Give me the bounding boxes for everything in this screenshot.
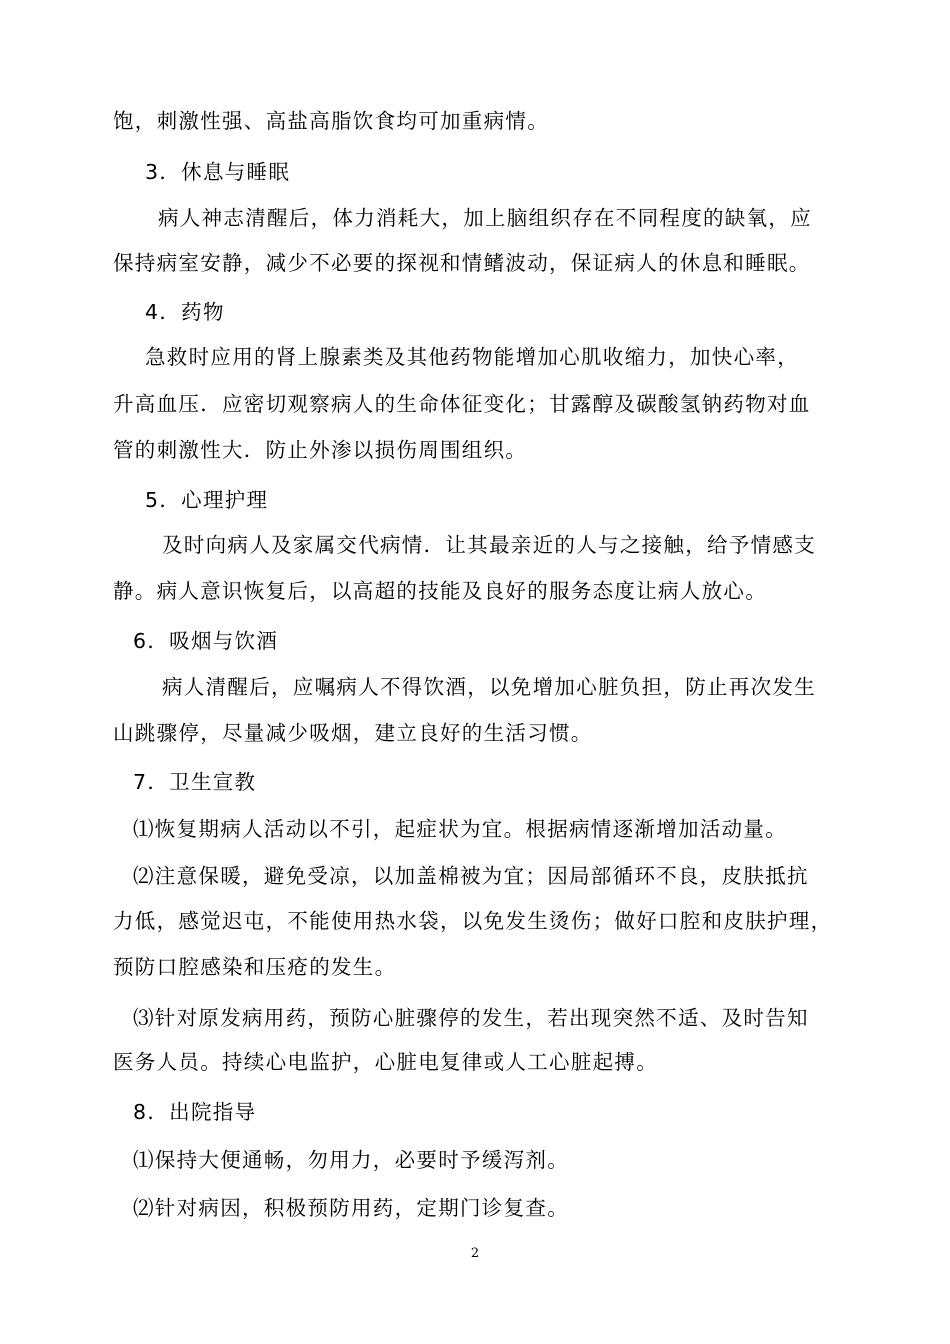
section-heading: 7．卫生宣教 xyxy=(133,770,257,794)
paragraph-line: 静。病人意识恢复后，以高超的技能及良好的服务态度让病人放心。 xyxy=(113,579,767,603)
paragraph-line: 病人神志清醒后，体力消耗大，加上脑组织存在不同程度的缺氧，应 xyxy=(158,206,812,230)
paragraph-line: 急救时应用的肾上腺素类及其他药物能增加心肌收缩力，加快心率， xyxy=(145,345,799,369)
paragraph-line: 山跳骤停，尽量减少吸烟，建立良好的生活习惯。 xyxy=(113,721,593,745)
paragraph-line: 力低，感觉迟屯，不能使用热水袋，以免发生烫伤；做好口腔和皮肤护理， xyxy=(113,909,833,933)
list-item: ⑴恢复期病人活动以不引，起症状为宜。根据病情逐渐增加活动量。 xyxy=(133,817,787,841)
section-heading: 5．心理护理 xyxy=(145,488,269,512)
paragraph-line: 饱，刺激性强、高盐高脂饮食均可加重病情。 xyxy=(113,109,549,133)
list-item: ⑶针对原发病用药，预防心脏骤停的发生，若出现突然不适、及时告知 xyxy=(133,1006,809,1030)
paragraph-line: 医务人员。持续心电监护，心脏电复律或人工心脏起搏。 xyxy=(113,1050,658,1074)
paragraph-line: 升高血压．应密切观察病人的生命体征变化；甘露醇及碳酸氢钠药物对血 xyxy=(113,392,811,416)
list-item: ⑴保持大便通畅，勿用力，必要时予缓泻剂。 xyxy=(133,1148,569,1172)
list-item: ⑵针对病因，积极预防用药，定期门诊复查。 xyxy=(133,1196,569,1220)
paragraph-line: 管的刺激性大．防止外渗以损伤周围组织。 xyxy=(113,438,528,462)
paragraph-line: 保持病室安静，减少不必要的探视和情鳍波动，保证病人的休息和睡眠。 xyxy=(113,251,811,275)
section-heading: 3．休息与睡眠 xyxy=(145,160,291,184)
paragraph-line: 预防口腔感染和压疮的发生。 xyxy=(113,955,397,979)
list-item: ⑵注意保暖，避免受凉，以加盖棉被为宜；因局部循环不良，皮肤抵抗 xyxy=(133,864,809,888)
paragraph-line: 及时向病人及家属交代病情．让其最亲近的人与之接触，给予情感支 xyxy=(162,533,816,557)
section-heading: 8．出院指导 xyxy=(133,1100,257,1124)
paragraph-line: 病人清醒后，应嘱病人不得饮酒，以免增加心脏负担，防止再次发生 xyxy=(162,675,816,699)
section-heading: 4．药物 xyxy=(145,300,225,324)
page-number: 2 xyxy=(470,1246,480,1261)
section-heading: 6．吸烟与饮酒 xyxy=(133,629,279,653)
